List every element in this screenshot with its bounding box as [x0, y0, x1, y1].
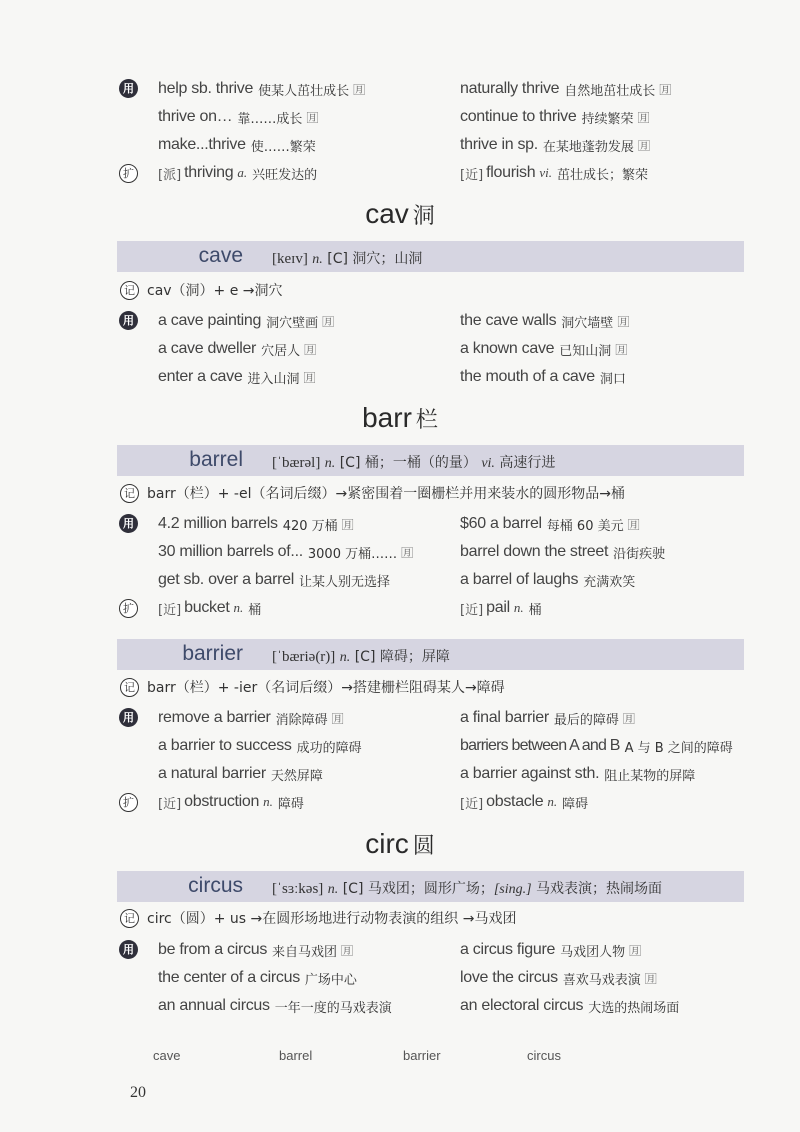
usage-zh: 洞穴壁画: [266, 315, 319, 331]
usage-zh: 洞穴墙壁: [561, 315, 614, 331]
definition: [272, 878, 662, 898]
usage-en: be from a circus: [158, 941, 268, 958]
usage-zh: 消除障碍: [275, 712, 328, 728]
usage-badge: 用: [119, 940, 138, 959]
usage-zh: 喜欢马戏表演: [562, 972, 641, 988]
extend-zh: 障碍: [277, 796, 304, 812]
exam-mark-icon: 🈷: [629, 943, 642, 958]
extend-en: bucket: [184, 599, 230, 616]
extend-item: [460, 160, 648, 186]
memo-text: barr（栏）+ -el（名词后缀）→紧密围着一圈栅栏并用来装水的圆形物品→桶: [147, 486, 625, 502]
headword-bar: [117, 445, 744, 476]
usage-item: [460, 761, 695, 787]
root-heading: [0, 402, 800, 434]
usage-item: [460, 539, 665, 565]
extend-item: [158, 789, 304, 815]
usage-item: [460, 567, 635, 593]
usage-en: the mouth of a cave: [460, 368, 595, 385]
usage-item: [460, 733, 733, 759]
definition-text: [C] 桶；一桶（的量）: [339, 455, 477, 471]
exam-mark-icon: 🈷: [401, 545, 414, 560]
usage-zh: 阻止某物的屏障: [604, 768, 696, 784]
root-en: barr: [362, 402, 412, 433]
usage-zh: 3000 万桶……: [307, 546, 398, 562]
root-zh: 圆: [412, 834, 435, 859]
extend-badge: 扩: [119, 599, 138, 618]
memo-text: circ（圆）+ us →在圆形场地进行动物表演的组织 →马戏团: [147, 911, 517, 927]
usage-item: [460, 993, 679, 1019]
memo-line: [120, 906, 516, 930]
usage-en: naturally thrive: [460, 80, 560, 97]
page-number: 20: [130, 1084, 146, 1101]
extend-badge: 扩: [119, 164, 138, 183]
memo-line: [120, 481, 625, 505]
extend-zh: 障碍: [562, 796, 589, 812]
usage-zh: 使……繁荣: [250, 139, 316, 155]
headword-bar: [117, 871, 744, 902]
exam-mark-icon: 🈷: [627, 517, 640, 532]
part-of-speech: n.: [312, 252, 323, 267]
usage-badge: 用: [119, 79, 138, 98]
usage-en: help sb. thrive: [158, 80, 254, 97]
usage-en: thrive in sp.: [460, 136, 538, 153]
usage-zh: 广场中心: [304, 972, 357, 988]
usage-zh: 天然屏障: [270, 768, 323, 784]
exam-mark-icon: 🈷: [644, 971, 657, 986]
extend-tag: [近]: [460, 796, 484, 812]
extend-en: thriving: [184, 164, 234, 181]
exam-mark-icon: 🈷: [341, 943, 354, 958]
extend-pos: vi.: [539, 165, 552, 180]
definition-text: [C] 障碍；屏障: [354, 649, 450, 665]
part-of-speech: n.: [327, 882, 339, 897]
exam-mark-icon: 🈷: [617, 314, 630, 329]
usage-en: remove a barrier: [158, 709, 271, 726]
extend-zh: 茁壮成长；繁荣: [556, 167, 648, 183]
extend-item: [158, 160, 317, 186]
usage-zh: 沿街疾驶: [613, 546, 666, 562]
usage-zh: 最后的障碍: [553, 712, 619, 728]
exam-mark-icon: 🈷: [615, 342, 628, 357]
usage-item: [158, 937, 353, 963]
extend-item: [460, 595, 542, 621]
usage-zh: 使某人茁壮成长: [258, 83, 350, 99]
usage-zh: 一年一度的马戏表演: [274, 1000, 392, 1016]
usage-badge: 用: [119, 708, 138, 727]
usage-item: [158, 511, 354, 537]
extend-item: [158, 595, 261, 621]
usage-en: a barrier against sth.: [460, 765, 600, 782]
usage-item: [460, 336, 627, 362]
extend-zh: 桶: [248, 602, 262, 618]
usage-en: $60 a barrel: [460, 515, 542, 532]
exam-mark-icon: 🈷: [637, 110, 650, 125]
memo-line: [120, 675, 505, 699]
usage-en: barriers between A and B: [460, 737, 620, 754]
extend-pos: n.: [513, 600, 524, 615]
usage-item: [158, 364, 316, 390]
phonetic: [ˈbærəl]: [272, 455, 321, 471]
usage-item: [158, 993, 392, 1019]
usage-zh: 马戏团人物: [560, 944, 626, 960]
part-of-speech: n.: [339, 650, 351, 665]
part-of-speech-2: vi.: [481, 456, 495, 471]
exam-mark-icon: 🈷: [304, 342, 317, 357]
usage-en: barrel down the street: [460, 543, 609, 560]
usage-item: [158, 76, 365, 102]
exam-mark-icon: 🈷: [659, 82, 672, 97]
exam-mark-icon: 🈷: [637, 138, 650, 153]
definition: [272, 248, 422, 268]
extend-tag: [近]: [460, 602, 484, 618]
usage-en: an annual circus: [158, 997, 270, 1014]
root-heading: [0, 198, 800, 230]
usage-item: [158, 308, 334, 334]
usage-item: [158, 705, 344, 731]
usage-zh: 成功的障碍: [296, 740, 362, 756]
usage-zh: 持续繁荣: [581, 111, 634, 127]
extend-pos: n.: [263, 794, 273, 809]
usage-item: [158, 965, 357, 991]
extend-tag: [近]: [158, 602, 182, 618]
usage-en: the cave walls: [460, 312, 557, 329]
memo-badge: 记: [120, 909, 139, 928]
extend-badge: 扩: [119, 793, 138, 812]
usage-en: an electoral circus: [460, 997, 584, 1014]
usage-en: get sb. over a barrel: [158, 571, 294, 588]
usage-zh: 靠……成长: [237, 111, 303, 127]
extend-en: obstruction: [184, 793, 260, 810]
extend-en: pail: [486, 599, 510, 616]
usage-en: a cave dweller: [158, 340, 257, 357]
phonetic: [ˈsɜːkəs]: [272, 881, 324, 897]
usage-item: [460, 308, 629, 334]
phonetic: [keɪv]: [272, 251, 308, 267]
usage-item: [460, 965, 657, 991]
exam-mark-icon: 🈷: [622, 711, 635, 726]
usage-item: [460, 937, 641, 963]
usage-badge: 用: [119, 311, 138, 330]
exam-mark-icon: 🈷: [341, 517, 354, 532]
headword: barrier: [182, 642, 243, 665]
headword-bar: [117, 241, 744, 272]
usage-en: continue to thrive: [460, 108, 577, 125]
usage-zh: 每桶 60 美元: [546, 518, 624, 534]
root-en: circ: [365, 828, 409, 859]
usage-en: thrive on…: [158, 108, 233, 125]
usage-zh: 充满欢笑: [583, 574, 636, 590]
usage-item: [460, 76, 671, 102]
usage-en: enter a cave: [158, 368, 243, 385]
usage-zh: 进入山洞: [247, 371, 300, 387]
usage-zh: 自然地茁壮成长: [564, 83, 656, 99]
usage-item: [158, 567, 390, 593]
part-of-speech: n.: [324, 456, 336, 471]
usage-zh: 洞口: [599, 371, 626, 387]
root-en: cav: [365, 198, 409, 229]
root-zh: 栏: [415, 408, 438, 433]
memo-text: cav（洞）+ e →洞穴: [147, 283, 283, 299]
headword: circus: [188, 874, 243, 897]
usage-item: [158, 132, 316, 158]
usage-zh: 穴居人: [261, 343, 301, 359]
usage-item: [158, 104, 318, 130]
definition: [272, 646, 450, 666]
usage-item: [460, 104, 649, 130]
definition-text-2: 高速行进: [499, 455, 556, 471]
headword: cave: [198, 244, 243, 267]
usage-item: [460, 705, 635, 731]
exam-mark-icon: 🈷: [353, 82, 366, 97]
usage-zh: A 与 B 之间的障碍: [624, 740, 733, 756]
extend-zh: 桶: [528, 602, 542, 618]
root-heading: [0, 828, 800, 860]
usage-en: a barrier to success: [158, 737, 292, 754]
extend-tag: [派]: [158, 167, 182, 183]
phonetic: [ˈbæriə(r)]: [272, 649, 336, 665]
extend-pos: a.: [237, 165, 248, 180]
extend-tag: [近]: [158, 796, 182, 812]
usage-zh: 让某人别无选择: [299, 574, 391, 590]
extend-en: flourish: [486, 164, 536, 181]
headword-bar: [117, 639, 744, 670]
usage-en: a natural barrier: [158, 765, 266, 782]
usage-item: [460, 364, 626, 390]
usage-item: [158, 336, 316, 362]
usage-en: love the circus: [460, 969, 558, 986]
usage-zh: 在某地蓬勃发展: [542, 139, 634, 155]
extend-item: [460, 789, 588, 815]
exam-mark-icon: 🈷: [306, 110, 319, 125]
usage-item: [158, 761, 323, 787]
extend-zh: 兴旺发达的: [252, 167, 318, 183]
memo-line: [120, 278, 283, 302]
usage-zh: 已知山洞: [559, 343, 612, 359]
definition-text-2: 马戏表演；热闹场面: [536, 881, 663, 897]
extend-pos: n.: [547, 794, 558, 809]
definition: [272, 452, 555, 472]
usage-en: 4.2 million barrels: [158, 515, 278, 532]
usage-en: a barrel of laughs: [460, 571, 579, 588]
exam-mark-icon: 🈷: [303, 370, 316, 385]
memo-badge: 记: [120, 281, 139, 300]
usage-zh: 大选的热闹场面: [588, 1000, 680, 1016]
memo-text: barr（栏）+ -ier（名词后缀）→搭建栅栏阻碍某人→障碍: [147, 680, 505, 696]
usage-badge: 用: [119, 514, 138, 533]
memo-badge: 记: [120, 678, 139, 697]
exam-mark-icon: 🈷: [331, 711, 344, 726]
sing-tag: [sing.]: [493, 882, 532, 897]
memo-badge: 记: [120, 484, 139, 503]
usage-zh: 来自马戏团: [272, 944, 338, 960]
usage-en: make...thrive: [158, 136, 246, 153]
footer-word: circus: [527, 1048, 561, 1063]
definition-text: [C] 马戏团；圆形广场；: [342, 881, 494, 897]
usage-item: [158, 539, 413, 565]
usage-en: the center of a circus: [158, 969, 300, 986]
footer-word: cave: [153, 1048, 181, 1063]
extend-tag: [近]: [460, 167, 484, 183]
usage-en: a circus figure: [460, 941, 556, 958]
usage-zh: 420 万桶: [282, 518, 338, 534]
usage-en: 30 million barrels of...: [158, 543, 303, 560]
extend-en: obstacle: [486, 793, 544, 810]
exam-mark-icon: 🈷: [322, 314, 335, 329]
definition-text: [C] 洞穴；山洞: [327, 251, 423, 267]
footer-word: barrel: [279, 1048, 313, 1063]
usage-item: [158, 733, 362, 759]
usage-en: a cave painting: [158, 312, 262, 329]
usage-en: a final barrier: [460, 709, 549, 726]
headword: barrel: [189, 448, 243, 471]
extend-pos: n.: [233, 600, 244, 615]
usage-item: [460, 132, 650, 158]
root-zh: 洞: [412, 204, 435, 229]
footer-word: barrier: [403, 1048, 441, 1063]
usage-en: a known cave: [460, 340, 555, 357]
usage-item: [460, 511, 640, 537]
